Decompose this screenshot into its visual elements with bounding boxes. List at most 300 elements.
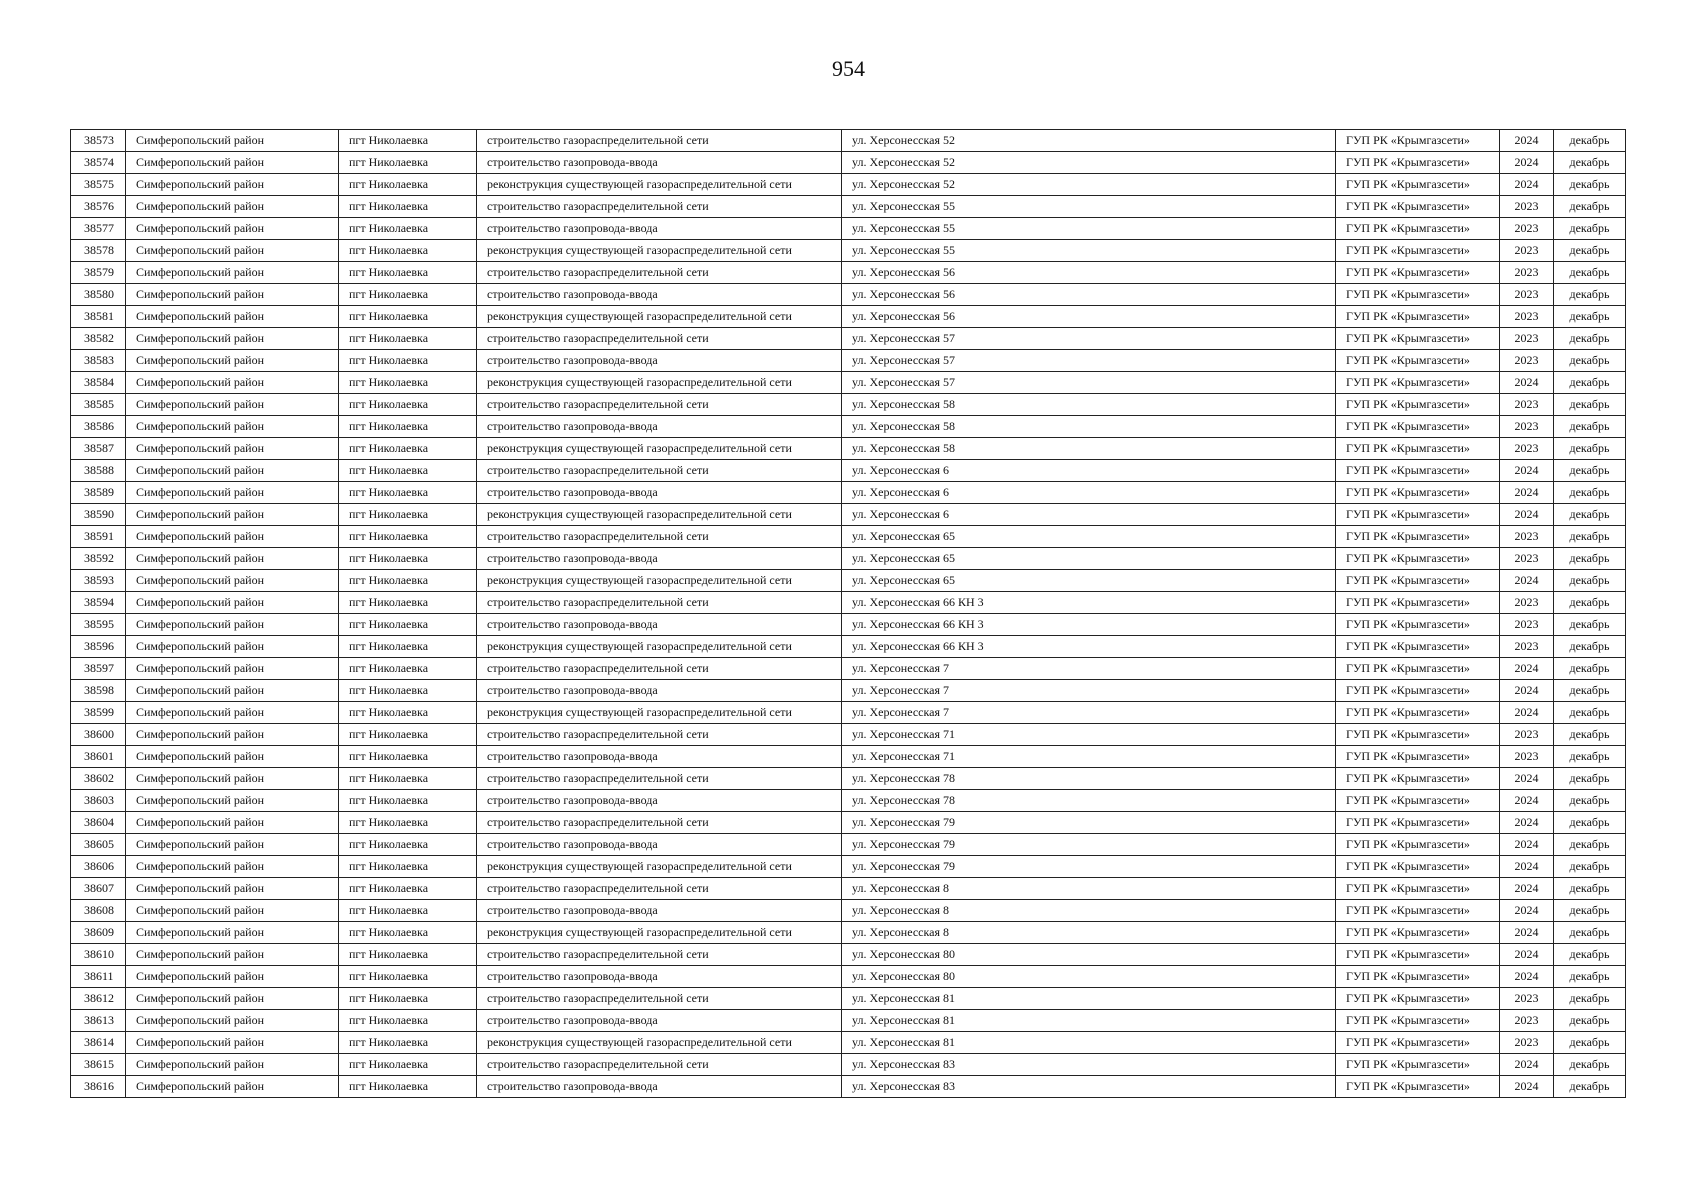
year-cell: 2024 xyxy=(1500,1076,1554,1098)
month-cell: декабрь xyxy=(1554,1010,1626,1032)
month-cell: декабрь xyxy=(1554,350,1626,372)
work-type-cell: строительство газораспределительной сети xyxy=(477,262,842,284)
record-number-cell: 38584 xyxy=(71,372,126,394)
year-cell: 2023 xyxy=(1500,724,1554,746)
organization-cell: ГУП РК «Крымгазсети» xyxy=(1336,284,1500,306)
address-cell: ул. Херсонесская 80 xyxy=(842,966,1336,988)
address-cell: ул. Херсонесская 65 xyxy=(842,526,1336,548)
organization-cell: ГУП РК «Крымгазсети» xyxy=(1336,768,1500,790)
year-cell: 2023 xyxy=(1500,262,1554,284)
district-cell: Симферопольский район xyxy=(126,856,339,878)
settlement-cell: пгт Николаевка xyxy=(339,416,477,438)
work-type-cell: строительство газопровода-ввода xyxy=(477,900,842,922)
settlement-cell: пгт Николаевка xyxy=(339,680,477,702)
record-number-cell: 38589 xyxy=(71,482,126,504)
record-number-cell: 38588 xyxy=(71,460,126,482)
table-body xyxy=(71,130,1626,1098)
year-cell: 2023 xyxy=(1500,394,1554,416)
table-row xyxy=(71,1010,1626,1032)
record-number-cell: 38612 xyxy=(71,988,126,1010)
district-cell: Симферопольский район xyxy=(126,306,339,328)
table-row xyxy=(71,988,1626,1010)
settlement-cell: пгт Николаевка xyxy=(339,526,477,548)
organization-cell: ГУП РК «Крымгазсети» xyxy=(1336,592,1500,614)
address-cell: ул. Херсонесская 55 xyxy=(842,196,1336,218)
record-number-cell: 38596 xyxy=(71,636,126,658)
month-cell: декабрь xyxy=(1554,856,1626,878)
organization-cell: ГУП РК «Крымгазсети» xyxy=(1336,438,1500,460)
address-cell: ул. Херсонесская 66 КН 3 xyxy=(842,614,1336,636)
work-type-cell: реконструкция существующей газораспределительной сети xyxy=(477,240,842,262)
organization-cell: ГУП РК «Крымгазсети» xyxy=(1336,944,1500,966)
work-type-cell: реконструкция существующей газораспределительной сети xyxy=(477,1032,842,1054)
record-number-cell: 38590 xyxy=(71,504,126,526)
record-number-cell: 38604 xyxy=(71,812,126,834)
year-cell: 2024 xyxy=(1500,922,1554,944)
district-cell: Симферопольский район xyxy=(126,460,339,482)
month-cell: декабрь xyxy=(1554,922,1626,944)
district-cell: Симферопольский район xyxy=(126,614,339,636)
work-type-cell: реконструкция существующей газораспределительной сети xyxy=(477,856,842,878)
month-cell: декабрь xyxy=(1554,658,1626,680)
work-type-cell: строительство газопровода-ввода xyxy=(477,284,842,306)
organization-cell: ГУП РК «Крымгазсети» xyxy=(1336,548,1500,570)
table-row xyxy=(71,658,1626,680)
organization-cell: ГУП РК «Крымгазсети» xyxy=(1336,152,1500,174)
settlement-cell: пгт Николаевка xyxy=(339,768,477,790)
district-cell: Симферопольский район xyxy=(126,966,339,988)
settlement-cell: пгт Николаевка xyxy=(339,1010,477,1032)
record-number-cell: 38577 xyxy=(71,218,126,240)
record-number-cell: 38601 xyxy=(71,746,126,768)
month-cell: декабрь xyxy=(1554,636,1626,658)
address-cell: ул. Херсонесская 65 xyxy=(842,570,1336,592)
page-number: 954 xyxy=(832,56,865,81)
year-cell: 2024 xyxy=(1500,570,1554,592)
record-number-cell: 38599 xyxy=(71,702,126,724)
settlement-cell: пгт Николаевка xyxy=(339,658,477,680)
address-cell: ул. Херсонесская 71 xyxy=(842,724,1336,746)
settlement-cell: пгт Николаевка xyxy=(339,724,477,746)
month-cell: декабрь xyxy=(1554,702,1626,724)
record-number-cell: 38616 xyxy=(71,1076,126,1098)
record-number-cell: 38610 xyxy=(71,944,126,966)
work-type-cell: строительство газопровода-ввода xyxy=(477,966,842,988)
address-cell: ул. Херсонесская 8 xyxy=(842,878,1336,900)
organization-cell: ГУП РК «Крымгазсети» xyxy=(1336,306,1500,328)
year-cell: 2023 xyxy=(1500,350,1554,372)
address-cell: ул. Херсонесская 83 xyxy=(842,1076,1336,1098)
settlement-cell: пгт Николаевка xyxy=(339,966,477,988)
district-cell: Симферопольский район xyxy=(126,790,339,812)
table-row xyxy=(71,526,1626,548)
month-cell: декабрь xyxy=(1554,284,1626,306)
record-number-cell: 38595 xyxy=(71,614,126,636)
table-row xyxy=(71,966,1626,988)
table-row xyxy=(71,504,1626,526)
month-cell: декабрь xyxy=(1554,306,1626,328)
record-number-cell: 38611 xyxy=(71,966,126,988)
table-row xyxy=(71,614,1626,636)
organization-cell: ГУП РК «Крымгазсети» xyxy=(1336,966,1500,988)
organization-cell: ГУП РК «Крымгазсети» xyxy=(1336,702,1500,724)
settlement-cell: пгт Николаевка xyxy=(339,152,477,174)
district-cell: Симферопольский район xyxy=(126,482,339,504)
month-cell: декабрь xyxy=(1554,372,1626,394)
settlement-cell: пгт Николаевка xyxy=(339,856,477,878)
address-cell: ул. Херсонесская 81 xyxy=(842,1032,1336,1054)
year-cell: 2024 xyxy=(1500,152,1554,174)
table-row xyxy=(71,372,1626,394)
work-type-cell: строительство газораспределительной сети xyxy=(477,328,842,350)
year-cell: 2023 xyxy=(1500,636,1554,658)
address-cell: ул. Херсонесская 66 КН 3 xyxy=(842,636,1336,658)
gas-works-table xyxy=(70,129,1625,1098)
table-row xyxy=(71,900,1626,922)
district-cell: Симферопольский район xyxy=(126,394,339,416)
settlement-cell: пгт Николаевка xyxy=(339,812,477,834)
district-cell: Симферопольский район xyxy=(126,1076,339,1098)
settlement-cell: пгт Николаевка xyxy=(339,1032,477,1054)
table-row xyxy=(71,768,1626,790)
district-cell: Симферопольский район xyxy=(126,174,339,196)
data-table xyxy=(70,129,1626,1098)
record-number-cell: 38573 xyxy=(71,130,126,152)
record-number-cell: 38615 xyxy=(71,1054,126,1076)
record-number-cell: 38583 xyxy=(71,350,126,372)
settlement-cell: пгт Николаевка xyxy=(339,174,477,196)
organization-cell: ГУП РК «Крымгазсети» xyxy=(1336,218,1500,240)
organization-cell: ГУП РК «Крымгазсети» xyxy=(1336,1010,1500,1032)
work-type-cell: реконструкция существующей газораспределительной сети xyxy=(477,306,842,328)
record-number-cell: 38578 xyxy=(71,240,126,262)
organization-cell: ГУП РК «Крымгазсети» xyxy=(1336,834,1500,856)
month-cell: декабрь xyxy=(1554,240,1626,262)
district-cell: Симферопольский район xyxy=(126,438,339,460)
month-cell: декабрь xyxy=(1554,724,1626,746)
record-number-cell: 38608 xyxy=(71,900,126,922)
district-cell: Симферопольский район xyxy=(126,768,339,790)
month-cell: декабрь xyxy=(1554,504,1626,526)
district-cell: Симферопольский район xyxy=(126,152,339,174)
table-row xyxy=(71,152,1626,174)
month-cell: декабрь xyxy=(1554,746,1626,768)
settlement-cell: пгт Николаевка xyxy=(339,922,477,944)
district-cell: Симферопольский район xyxy=(126,196,339,218)
table-row xyxy=(71,306,1626,328)
address-cell: ул. Херсонесская 65 xyxy=(842,548,1336,570)
settlement-cell: пгт Николаевка xyxy=(339,328,477,350)
year-cell: 2024 xyxy=(1500,944,1554,966)
address-cell: ул. Херсонесская 6 xyxy=(842,504,1336,526)
settlement-cell: пгт Николаевка xyxy=(339,350,477,372)
month-cell: декабрь xyxy=(1554,680,1626,702)
year-cell: 2023 xyxy=(1500,438,1554,460)
table-row xyxy=(71,130,1626,152)
district-cell: Симферопольский район xyxy=(126,680,339,702)
work-type-cell: строительство газораспределительной сети xyxy=(477,812,842,834)
settlement-cell: пгт Николаевка xyxy=(339,284,477,306)
table-row xyxy=(71,724,1626,746)
table-row xyxy=(71,482,1626,504)
work-type-cell: строительство газопровода-ввода xyxy=(477,218,842,240)
settlement-cell: пгт Николаевка xyxy=(339,746,477,768)
month-cell: декабрь xyxy=(1554,966,1626,988)
settlement-cell: пгт Николаевка xyxy=(339,702,477,724)
record-number-cell: 38591 xyxy=(71,526,126,548)
table-row xyxy=(71,438,1626,460)
settlement-cell: пгт Николаевка xyxy=(339,196,477,218)
table-row xyxy=(71,218,1626,240)
address-cell: ул. Херсонесская 56 xyxy=(842,306,1336,328)
settlement-cell: пгт Николаевка xyxy=(339,614,477,636)
settlement-cell: пгт Николаевка xyxy=(339,504,477,526)
year-cell: 2024 xyxy=(1500,834,1554,856)
settlement-cell: пгт Николаевка xyxy=(339,790,477,812)
record-number-cell: 38592 xyxy=(71,548,126,570)
district-cell: Симферопольский район xyxy=(126,746,339,768)
work-type-cell: строительство газораспределительной сети xyxy=(477,724,842,746)
work-type-cell: строительство газопровода-ввода xyxy=(477,834,842,856)
work-type-cell: строительство газораспределительной сети xyxy=(477,768,842,790)
work-type-cell: строительство газопровода-ввода xyxy=(477,350,842,372)
organization-cell: ГУП РК «Крымгазсети» xyxy=(1336,988,1500,1010)
address-cell: ул. Херсонесская 79 xyxy=(842,856,1336,878)
address-cell: ул. Херсонесская 78 xyxy=(842,790,1336,812)
settlement-cell: пгт Николаевка xyxy=(339,944,477,966)
district-cell: Симферопольский район xyxy=(126,834,339,856)
district-cell: Симферопольский район xyxy=(126,944,339,966)
address-cell: ул. Херсонесская 56 xyxy=(842,284,1336,306)
address-cell: ул. Херсонесская 52 xyxy=(842,174,1336,196)
record-number-cell: 38598 xyxy=(71,680,126,702)
record-number-cell: 38607 xyxy=(71,878,126,900)
settlement-cell: пгт Николаевка xyxy=(339,900,477,922)
address-cell: ул. Херсонесская 8 xyxy=(842,922,1336,944)
month-cell: декабрь xyxy=(1554,1054,1626,1076)
settlement-cell: пгт Николаевка xyxy=(339,262,477,284)
district-cell: Симферопольский район xyxy=(126,416,339,438)
district-cell: Симферопольский район xyxy=(126,900,339,922)
month-cell: декабрь xyxy=(1554,768,1626,790)
organization-cell: ГУП РК «Крымгазсети» xyxy=(1336,416,1500,438)
work-type-cell: реконструкция существующей газораспределительной сети xyxy=(477,174,842,196)
month-cell: декабрь xyxy=(1554,328,1626,350)
organization-cell: ГУП РК «Крымгазсети» xyxy=(1336,812,1500,834)
month-cell: декабрь xyxy=(1554,614,1626,636)
table-row xyxy=(71,548,1626,570)
district-cell: Симферопольский район xyxy=(126,702,339,724)
record-number-cell: 38614 xyxy=(71,1032,126,1054)
record-number-cell: 38581 xyxy=(71,306,126,328)
work-type-cell: реконструкция существующей газораспределительной сети xyxy=(477,438,842,460)
address-cell: ул. Херсонесская 7 xyxy=(842,658,1336,680)
district-cell: Симферопольский район xyxy=(126,812,339,834)
address-cell: ул. Херсонесская 55 xyxy=(842,240,1336,262)
table-row xyxy=(71,328,1626,350)
month-cell: декабрь xyxy=(1554,416,1626,438)
organization-cell: ГУП РК «Крымгазсети» xyxy=(1336,1032,1500,1054)
address-cell: ул. Херсонесская 52 xyxy=(842,130,1336,152)
district-cell: Симферопольский район xyxy=(126,526,339,548)
address-cell: ул. Херсонесская 79 xyxy=(842,834,1336,856)
organization-cell: ГУП РК «Крымгазсети» xyxy=(1336,130,1500,152)
organization-cell: ГУП РК «Крымгазсети» xyxy=(1336,328,1500,350)
month-cell: декабрь xyxy=(1554,570,1626,592)
table-row xyxy=(71,1032,1626,1054)
address-cell: ул. Херсонесская 57 xyxy=(842,372,1336,394)
month-cell: декабрь xyxy=(1554,878,1626,900)
settlement-cell: пгт Николаевка xyxy=(339,482,477,504)
year-cell: 2024 xyxy=(1500,702,1554,724)
settlement-cell: пгт Николаевка xyxy=(339,460,477,482)
month-cell: декабрь xyxy=(1554,834,1626,856)
work-type-cell: строительство газопровода-ввода xyxy=(477,152,842,174)
work-type-cell: строительство газораспределительной сети xyxy=(477,526,842,548)
address-cell: ул. Херсонесская 79 xyxy=(842,812,1336,834)
year-cell: 2023 xyxy=(1500,614,1554,636)
settlement-cell: пгт Николаевка xyxy=(339,834,477,856)
work-type-cell: реконструкция существующей газораспределительной сети xyxy=(477,922,842,944)
year-cell: 2024 xyxy=(1500,812,1554,834)
settlement-cell: пгт Николаевка xyxy=(339,548,477,570)
work-type-cell: строительство газопровода-ввода xyxy=(477,1010,842,1032)
year-cell: 2023 xyxy=(1500,196,1554,218)
table-row xyxy=(71,746,1626,768)
district-cell: Симферопольский район xyxy=(126,1032,339,1054)
table-row xyxy=(71,834,1626,856)
work-type-cell: реконструкция существующей газораспределительной сети xyxy=(477,570,842,592)
district-cell: Симферопольский район xyxy=(126,262,339,284)
organization-cell: ГУП РК «Крымгазсети» xyxy=(1336,196,1500,218)
year-cell: 2024 xyxy=(1500,174,1554,196)
month-cell: декабрь xyxy=(1554,174,1626,196)
work-type-cell: строительство газораспределительной сети xyxy=(477,196,842,218)
work-type-cell: строительство газораспределительной сети xyxy=(477,460,842,482)
year-cell: 2024 xyxy=(1500,856,1554,878)
work-type-cell: реконструкция существующей газораспределительной сети xyxy=(477,504,842,526)
address-cell: ул. Херсонесская 81 xyxy=(842,1010,1336,1032)
record-number-cell: 38594 xyxy=(71,592,126,614)
year-cell: 2023 xyxy=(1500,548,1554,570)
work-type-cell: строительство газопровода-ввода xyxy=(477,680,842,702)
year-cell: 2023 xyxy=(1500,988,1554,1010)
district-cell: Симферопольский район xyxy=(126,570,339,592)
year-cell: 2024 xyxy=(1500,130,1554,152)
work-type-cell: строительство газораспределительной сети xyxy=(477,944,842,966)
table-row xyxy=(71,790,1626,812)
record-number-cell: 38575 xyxy=(71,174,126,196)
address-cell: ул. Херсонесская 57 xyxy=(842,328,1336,350)
work-type-cell: строительство газораспределительной сети xyxy=(477,1054,842,1076)
district-cell: Симферопольский район xyxy=(126,636,339,658)
district-cell: Симферопольский район xyxy=(126,350,339,372)
table-row xyxy=(71,812,1626,834)
district-cell: Симферопольский район xyxy=(126,592,339,614)
organization-cell: ГУП РК «Крымгазсети» xyxy=(1336,174,1500,196)
month-cell: декабрь xyxy=(1554,988,1626,1010)
address-cell: ул. Херсонесская 6 xyxy=(842,460,1336,482)
work-type-cell: строительство газораспределительной сети xyxy=(477,394,842,416)
work-type-cell: строительство газопровода-ввода xyxy=(477,746,842,768)
record-number-cell: 38586 xyxy=(71,416,126,438)
organization-cell: ГУП РК «Крымгазсети» xyxy=(1336,504,1500,526)
district-cell: Симферопольский район xyxy=(126,1010,339,1032)
year-cell: 2024 xyxy=(1500,768,1554,790)
record-number-cell: 38602 xyxy=(71,768,126,790)
settlement-cell: пгт Николаевка xyxy=(339,372,477,394)
work-type-cell: строительство газораспределительной сети xyxy=(477,592,842,614)
record-number-cell: 38606 xyxy=(71,856,126,878)
organization-cell: ГУП РК «Крымгазсети» xyxy=(1336,746,1500,768)
month-cell: декабрь xyxy=(1554,1076,1626,1098)
record-number-cell: 38603 xyxy=(71,790,126,812)
table-row xyxy=(71,1076,1626,1098)
month-cell: декабрь xyxy=(1554,196,1626,218)
month-cell: декабрь xyxy=(1554,482,1626,504)
month-cell: декабрь xyxy=(1554,394,1626,416)
settlement-cell: пгт Николаевка xyxy=(339,988,477,1010)
year-cell: 2024 xyxy=(1500,680,1554,702)
month-cell: декабрь xyxy=(1554,1032,1626,1054)
organization-cell: ГУП РК «Крымгазсети» xyxy=(1336,922,1500,944)
year-cell: 2024 xyxy=(1500,966,1554,988)
organization-cell: ГУП РК «Крымгазсети» xyxy=(1336,1054,1500,1076)
settlement-cell: пгт Николаевка xyxy=(339,636,477,658)
district-cell: Симферопольский район xyxy=(126,988,339,1010)
table-row xyxy=(71,284,1626,306)
organization-cell: ГУП РК «Крымгазсети» xyxy=(1336,724,1500,746)
address-cell: ул. Херсонесская 81 xyxy=(842,988,1336,1010)
address-cell: ул. Херсонесская 57 xyxy=(842,350,1336,372)
settlement-cell: пгт Николаевка xyxy=(339,438,477,460)
month-cell: декабрь xyxy=(1554,438,1626,460)
address-cell: ул. Херсонесская 78 xyxy=(842,768,1336,790)
work-type-cell: реконструкция существующей газораспределительной сети xyxy=(477,636,842,658)
address-cell: ул. Херсонесская 58 xyxy=(842,416,1336,438)
organization-cell: ГУП РК «Крымгазсети» xyxy=(1336,856,1500,878)
record-number-cell: 38605 xyxy=(71,834,126,856)
month-cell: декабрь xyxy=(1554,592,1626,614)
year-cell: 2024 xyxy=(1500,504,1554,526)
address-cell: ул. Херсонесская 83 xyxy=(842,1054,1336,1076)
settlement-cell: пгт Николаевка xyxy=(339,130,477,152)
month-cell: декабрь xyxy=(1554,218,1626,240)
organization-cell: ГУП РК «Крымгазсети» xyxy=(1336,1076,1500,1098)
organization-cell: ГУП РК «Крымгазсети» xyxy=(1336,658,1500,680)
year-cell: 2023 xyxy=(1500,240,1554,262)
work-type-cell: строительство газопровода-ввода xyxy=(477,482,842,504)
organization-cell: ГУП РК «Крымгазсети» xyxy=(1336,878,1500,900)
work-type-cell: строительство газораспределительной сети xyxy=(477,988,842,1010)
year-cell: 2024 xyxy=(1500,900,1554,922)
table-row xyxy=(71,1054,1626,1076)
record-number-cell: 38613 xyxy=(71,1010,126,1032)
year-cell: 2024 xyxy=(1500,482,1554,504)
organization-cell: ГУП РК «Крымгазсети» xyxy=(1336,482,1500,504)
year-cell: 2024 xyxy=(1500,878,1554,900)
record-number-cell: 38579 xyxy=(71,262,126,284)
year-cell: 2023 xyxy=(1500,416,1554,438)
year-cell: 2023 xyxy=(1500,1010,1554,1032)
district-cell: Симферопольский район xyxy=(126,658,339,680)
district-cell: Симферопольский район xyxy=(126,504,339,526)
organization-cell: ГУП РК «Крымгазсети» xyxy=(1336,900,1500,922)
table-row xyxy=(71,856,1626,878)
year-cell: 2024 xyxy=(1500,790,1554,812)
table-row xyxy=(71,174,1626,196)
settlement-cell: пгт Николаевка xyxy=(339,218,477,240)
